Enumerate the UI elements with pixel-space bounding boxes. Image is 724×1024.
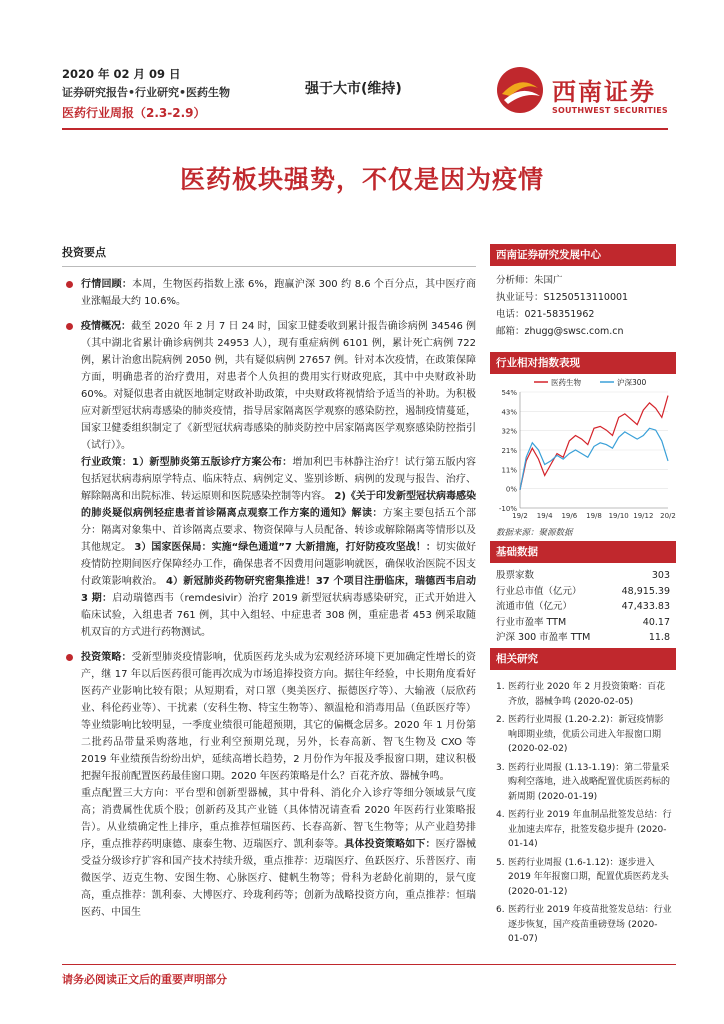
related-item-text: 医药行业周报 (1.20-2.2)：新冠疫情影响即期业绩，优质公司进入年报窗口期 (2020-02-02) [508,715,664,754]
performance-header: 行业相对指数表现 [490,352,676,374]
policy-text-3: 切实做好疫情防控期间医疗保障经办工作，确保患者不因费用问题影响就医，确保收治医院不因支付政策影响救治。 [81,542,477,587]
related-item[interactable] [490,761,676,805]
report-type: 证券研究报告•行业研究•医药生物 [62,86,231,99]
analyst-name: 分析师：朱国广 [496,275,563,286]
basic-data-label: 股票家数 [496,570,535,581]
policy-text-4: 启动瑞德西韦（remdesivir）治疗 2019 新型冠状病毒感染研究，正式开始进入临床试验，入组患者 761 例，其中入组轻、中症患者 308 例，重症患者 453 例采取随机双盲的方式进行药物测试。 [81,593,476,638]
footer-disclaimer: 请务必阅读正文后的重要声明部分 [62,973,227,986]
chart-y-tick-label: 11% [501,466,517,475]
bullet-label: 行情回顾： [81,279,133,290]
basic-data-label: 行业总市值（亿元） [496,585,582,597]
bullet-dot-icon [66,654,73,661]
chart-y-tick-label: 43% [501,408,517,417]
related-item-text: 医药行业 2020 年 2 月投资策略：百花齐放，器械争鸣 (2020-02-05) [508,682,666,707]
basic-data-value: 303 [651,570,670,581]
chart-x-tick-label: 19/6 [561,512,578,520]
policy-text-2: 方案主要包括五个部分：隔离对象集中、首诊隔离点要求、物资保障与人员配备、转诊或解除隔离等情形以及其他规定。 [81,508,477,553]
bullet-investment-strategy [62,649,476,921]
analyst-email[interactable]: 邮箱：zhugg@swsc.com.cn [496,326,624,337]
chart-x-tick-label: 19/2 [512,512,528,520]
performance-chart [490,374,676,524]
basic-data-label: 行业市盈率 TTM [496,616,567,628]
company-logo [496,66,676,120]
strategy-text-2: 医疗器械受益分级诊疗扩容和国产技术持续升级，重点推荐：迈瑞医疗、鱼跃医疗、乐普医疗、南微医学、迈克生物、安图生物、心脉医疗、健帆生物等；骨科为老龄化前期的，景气度高，重点推荐：凯利泰、大博医疗、玲珑利药等；创新为战略投资方向，重点推荐：恒瑞医药、中国生 [81,839,477,918]
basic-data-label: 沪深 300 市盈率 TTM [496,632,591,643]
analyst-box [490,244,676,340]
chart-y-tick-label: 32% [501,427,517,436]
chart-series-line [520,396,668,490]
basic-data-row [490,630,676,646]
bullet-dot-icon [66,281,73,288]
strategy-text: 重点配置三大方向：平台型和创新型器械，其中骨科、消化介入诊疗等细分领域景气度高；消费属性优质个股；创新药及其产业链（具体情况请查看 2020 年医药行业策略报告）。从业绩确定性上排序，重点推荐恒瑞医药、长春高新、智飞生物等；从产业趋势排序，重点推荐药明康德、康泰生物、迈瑞医疗、凯利泰等。 [81,788,476,850]
section-divider [62,266,476,267]
report-date: 2020 年 02 月 09 日 [62,67,181,81]
related-research-header: 相关研究 [490,648,676,670]
basic-data-row [490,568,676,584]
strategy-label: 具体投资策略如下： [344,839,436,850]
bullet-text: 本周，生物医药指数上涨 6%，跑赢沪深 300 约 8.6 个百分点，其中医疗商业涨幅最大约 10.6%。 [81,279,477,307]
related-item-text: 医药行业周报 (1.6-1.12)：逐步进入 2019 年年报窗口期，配置优质医药龙头 (2020-01-12) [508,857,669,897]
related-item[interactable] [490,903,676,947]
basic-data-box [490,541,676,646]
bullet-text: 受新型肺炎疫情影响，优质医药龙头成为宏观经济环境下更加确定性增长的资产，继 17 年以后医药很可能再次成为市场追捧投资方向。据往年经验，中长期角度看好医药产业影响比较有限；从短期看，对口罩（奥美医疗、振德医疗等）、大输液（辰欣药业、科伦药业等）、干扰素（安科生物、特宝生物等）、额温枪和消毒用品（鱼跃医疗等）等业绩影响比较明显，一季度业绩很可能超预期，其它的偏概念居多。2020 年 1 月份第二批药品带量采购落地，行业利空预期兑现，另外，长春高新、智飞生物及 CXO 等 2019 年业绩预告纷纷出炉，延续高增长趋势，2 月份作为年报及季报窗口期，建议积极把握年报前配置医药最佳窗口期。2020 年医药策略是什么？百花齐放、器械争鸣。 [81,652,477,782]
report-series: 医药行业周报（2.3-2.9） [62,106,206,120]
related-item[interactable] [490,713,676,757]
related-item-number: 2. [496,715,505,725]
analyst-phone: 电话：021-58351962 [496,309,595,320]
analyst-header: 西南证券研究发展中心 [490,244,676,266]
bullet-dot-icon [66,323,73,330]
policy-label-3: 3）国家医保局：实施“绿色通道”7 大新措施，打好防疫攻坚战！： [134,542,436,553]
analyst-cert: 执业证号：S1250513110001 [496,292,629,303]
related-item-number: 4. [496,810,505,820]
basic-data-row [490,615,676,631]
header-divider [62,128,668,130]
chart-x-tick-label: 19/4 [536,512,553,520]
chart-series-line [520,428,668,490]
chart-legend-label: 沪深300 [617,378,647,387]
section-heading: 投资要点 [62,246,106,259]
related-item-number: 5. [496,857,505,868]
related-research-box [490,648,676,947]
policy-text: 增加利巴韦林静注治疗！试行第五版内容包括冠状病毒病原学特点、临床特点、病例定义、鉴别诊断、病例的发现与报告、治疗、解除隔离和出院标准、转运原则和医院感染控制等内容。 [81,457,476,502]
related-item[interactable] [490,808,676,852]
logo-name-cn: 西南证券 [552,77,656,106]
industry-rating: 强于大市(维持) [305,81,402,97]
bullet-market-review [62,276,476,310]
chart-y-tick-label: 21% [501,447,517,455]
basic-data-header: 基础数据 [490,541,676,563]
bullet-label: 投资策略： [81,652,132,663]
logo-name-en: SOUTHWEST SECURITIES [552,106,668,115]
chart-y-tick-label: 0% [505,485,517,494]
related-item-text: 医药行业 2019 年疫苗批签发总结：行业逐步恢复，国产疫苗重磅登场 (2020-01-07) [508,905,672,944]
related-item-number: 3. [496,762,505,773]
performance-box [490,352,676,538]
related-item[interactable] [490,680,676,709]
related-item-number: 6. [496,905,505,915]
chart-x-tick-label: 19/8 [586,512,602,520]
bullet-text: 截至 2020 年 2 月 7 日 24 时，国家卫健委收到累计报告确诊病例 34546 例（其中湖北省累计确诊病例共 24953 人），现有重症病例 6101 例，累计死亡病例 722 例，累计治愈出院病例 2050 例，共有疑似病例 27657 例。针对本次疫情，在政策保障方面，明确患者的治疗费用，对患者个人负担的费用实行财政兜底，其中中央财政补助 60%。对疑似患者由就医地制定财政补助政策，中央财政将视情给予适当的补助。为积极应对新型冠状病毒感染的肺炎疫情，指导居家隔离医学观察的感染防控，遏制疫情蔓延，国家卫健委组织制定了《新型冠状病毒感染的肺炎防控中居家隔离医学观察感染防控指引（试行）》。 [81,321,477,451]
chart-x-tick-label: 19/12 [633,512,654,520]
logo-mark-icon [496,66,544,114]
performance-chart-svg [490,374,676,524]
chart-legend-label: 医药生物 [551,378,581,387]
basic-data-value: 47,433.83 [621,601,670,612]
bullet-label: 疫情概况： [81,321,132,332]
chart-y-tick-label: -10% [498,505,517,513]
chart-y-tick-label: 54% [501,389,517,397]
policy-label: 行业政策：1）新型肺炎第五版诊疗方案公布： [81,457,293,468]
basic-data-row [490,599,676,615]
basic-data-row [490,584,676,600]
related-item[interactable] [490,856,676,900]
report-title: 医药板块强势，不仅是因为疫情 [179,165,544,194]
chart-x-tick-label: 20/2 [660,512,676,520]
related-item-text: 医药行业周报 (1.13-1.19)：第二带量采购利空落地，进入战略配置优质医药标的新周期 (2020-01-19) [508,762,671,802]
policy-label-4: 4）新冠肺炎药物研究密集推进！37 个项目注册临床，瑞德西韦启动 3 期： [81,576,476,604]
chart-source: 数据来源：聚源数据 [496,528,573,538]
basic-data-value: 11.8 [648,632,670,643]
basic-data-value: 40.17 [642,616,670,628]
related-item-number: 1. [496,682,505,692]
related-item-text: 医药行业 2019 年血制品批签发总结：行业加速去库存，批签发稳步提升 (2020-01-14) [508,810,672,849]
basic-data-label: 流通市值（亿元） [496,601,573,612]
basic-data-value: 48,915.39 [621,585,670,597]
investment-highlights [62,244,476,921]
policy-label-2: 2)《关于印发新型冠状病毒感染的肺炎疑似病例轻症患者首诊隔离点观察工作方案的通知》解读： [81,491,476,519]
bullet-epidemic-overview [62,318,476,641]
footer-divider [62,964,676,965]
chart-x-tick-label: 19/10 [608,512,629,520]
